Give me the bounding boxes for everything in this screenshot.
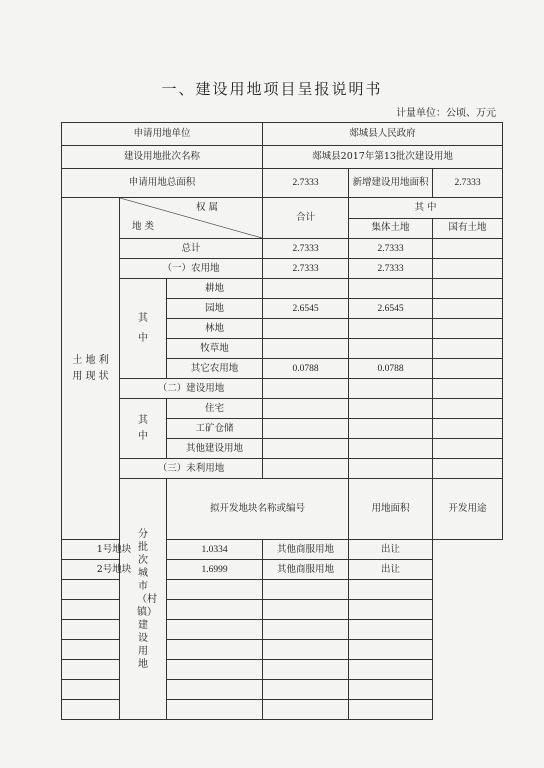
empty-cell [62, 660, 167, 680]
empty-cell [263, 640, 349, 660]
new-area-label: 新增建设用地面积 [349, 169, 433, 198]
total-area-value: 2.7333 [263, 169, 349, 198]
plot-name: 2号地块 [62, 560, 167, 580]
cell-collective [349, 379, 433, 399]
plots-col-area: 用地面积 [349, 479, 433, 540]
unit-note: 计量单位：公顷、万元 [396, 108, 496, 119]
cell-collective: 2.7333 [349, 259, 433, 279]
plots-col-use: 开发用途 [433, 479, 503, 540]
empty-cell [167, 600, 263, 620]
plot-row [62, 560, 503, 580]
col-total: 合计 [263, 198, 349, 239]
plot-row-empty [62, 620, 503, 640]
plot-row-empty [62, 600, 503, 620]
cell-state [433, 339, 503, 359]
cell-collective [349, 399, 433, 419]
cell-state [433, 239, 503, 259]
empty-cell [62, 700, 167, 720]
status-header-row [62, 198, 503, 219]
plot-area: 1.6999 [167, 560, 263, 580]
constr-among-text: 其中 [138, 414, 148, 442]
row-label: 其他建设用地 [167, 439, 263, 459]
plot-row-empty [62, 580, 503, 600]
empty-cell [263, 600, 349, 620]
plots-side-text: 分批次城市（村镇）建设用地 [137, 528, 157, 670]
row-label: 住宅 [167, 399, 263, 419]
empty-cell [349, 580, 433, 600]
row-residential [62, 399, 503, 419]
applicant-value: 郯城县人民政府 [263, 123, 503, 146]
plot-use: 其他商服用地 [263, 560, 349, 580]
plot-supply: 出让 [349, 560, 433, 580]
cell-state [433, 379, 503, 399]
cell-collective [349, 279, 433, 299]
cell-state [433, 319, 503, 339]
row-total [62, 239, 503, 259]
empty-cell [62, 620, 167, 640]
empty-cell [167, 700, 263, 720]
cell-state [433, 259, 503, 279]
col-among: 其 中 [349, 198, 503, 219]
plot-area: 1.0334 [167, 540, 263, 560]
new-area-value: 2.7333 [433, 169, 503, 198]
cell-collective: 2.6545 [349, 299, 433, 319]
cell-state [433, 359, 503, 379]
cell-sum [263, 439, 349, 459]
cell-sum: 2.6545 [263, 299, 349, 319]
cell-sum [263, 399, 349, 419]
cell-collective: 2.7333 [349, 239, 433, 259]
plot-row-empty [62, 680, 503, 700]
empty-cell [167, 580, 263, 600]
applicant-label: 申请用地单位 [62, 123, 263, 146]
empty-cell [349, 680, 433, 700]
empty-cell [263, 580, 349, 600]
cell-collective [349, 439, 433, 459]
empty-cell [349, 700, 433, 720]
empty-cell [62, 680, 167, 700]
cell-sum [263, 339, 349, 359]
col-state: 国有土地 [433, 218, 503, 239]
cell-state [433, 419, 503, 439]
status-side-text: 土 地 利 用 现 状 [72, 354, 109, 382]
row-label: 耕地 [167, 279, 263, 299]
land-use-form [61, 122, 503, 720]
row-label: 林地 [167, 319, 263, 339]
plot-row [62, 540, 503, 560]
constr-among-label [120, 399, 167, 459]
row-label: 园地 [167, 299, 263, 319]
cell-collective [349, 339, 433, 359]
plot-row-empty [62, 700, 503, 720]
row-label: 总计 [120, 239, 263, 259]
cell-sum [263, 279, 349, 299]
area-row [62, 169, 503, 198]
cell-collective [349, 319, 433, 339]
cell-state [433, 459, 503, 479]
plots-col-name: 拟开发地块名称或编号 [167, 479, 349, 540]
empty-cell [263, 700, 349, 720]
row-label: （三）未利用地 [120, 459, 263, 479]
empty-cell [167, 660, 263, 680]
cell-collective: 0.0788 [349, 359, 433, 379]
cell-sum: 0.0788 [263, 359, 349, 379]
batch-label: 建设用地批次名称 [62, 146, 263, 169]
diagonal-header [120, 198, 263, 239]
landtype-label: 地 类 [132, 221, 155, 232]
row-label: 牧草地 [167, 339, 263, 359]
page-title: 一、建设用地项目呈报说明书 [161, 80, 383, 98]
batch-row [62, 146, 503, 169]
row-unused [62, 459, 503, 479]
cell-state [433, 439, 503, 459]
empty-cell [349, 640, 433, 660]
col-collective: 集体土地 [349, 218, 433, 239]
empty-cell [349, 600, 433, 620]
cell-sum [263, 459, 349, 479]
total-area-label: 申请用地总面积 [62, 169, 263, 198]
empty-cell [167, 620, 263, 640]
row-label: （一）农用地 [120, 259, 263, 279]
status-side-label [62, 198, 120, 540]
agri-among-label [120, 279, 167, 379]
empty-cell [349, 660, 433, 680]
empty-cell [263, 660, 349, 680]
plot-supply: 出让 [349, 540, 433, 560]
cell-collective [349, 419, 433, 439]
cell-collective [349, 459, 433, 479]
plot-name: 1号地块 [62, 540, 167, 560]
applicant-row [62, 123, 503, 146]
row-label: 工矿仓储 [167, 419, 263, 439]
plot-row-empty [62, 640, 503, 660]
cell-sum: 2.7333 [263, 259, 349, 279]
empty-cell [349, 620, 433, 640]
empty-cell [167, 680, 263, 700]
row-label: 其它农用地 [167, 359, 263, 379]
cell-sum [263, 419, 349, 439]
cell-sum: 2.7333 [263, 239, 349, 259]
row-label: （二）建设用地 [120, 379, 263, 399]
cell-sum [263, 379, 349, 399]
plots-header-row [62, 479, 503, 540]
cell-state [433, 279, 503, 299]
empty-cell [62, 640, 167, 660]
row-construction [62, 379, 503, 399]
empty-cell [167, 640, 263, 660]
row-arable [62, 279, 503, 299]
plot-row-empty [62, 660, 503, 680]
agri-among-text: 其中 [138, 312, 148, 344]
row-agri [62, 259, 503, 279]
empty-cell [263, 620, 349, 640]
cell-state [433, 299, 503, 319]
cell-state [433, 399, 503, 419]
plot-use: 其他商服用地 [263, 540, 349, 560]
cell-sum [263, 319, 349, 339]
batch-value: 郯城县2017年第13批次建设用地 [263, 146, 503, 169]
ownership-label: 权 属 [196, 202, 219, 213]
empty-cell [263, 680, 349, 700]
